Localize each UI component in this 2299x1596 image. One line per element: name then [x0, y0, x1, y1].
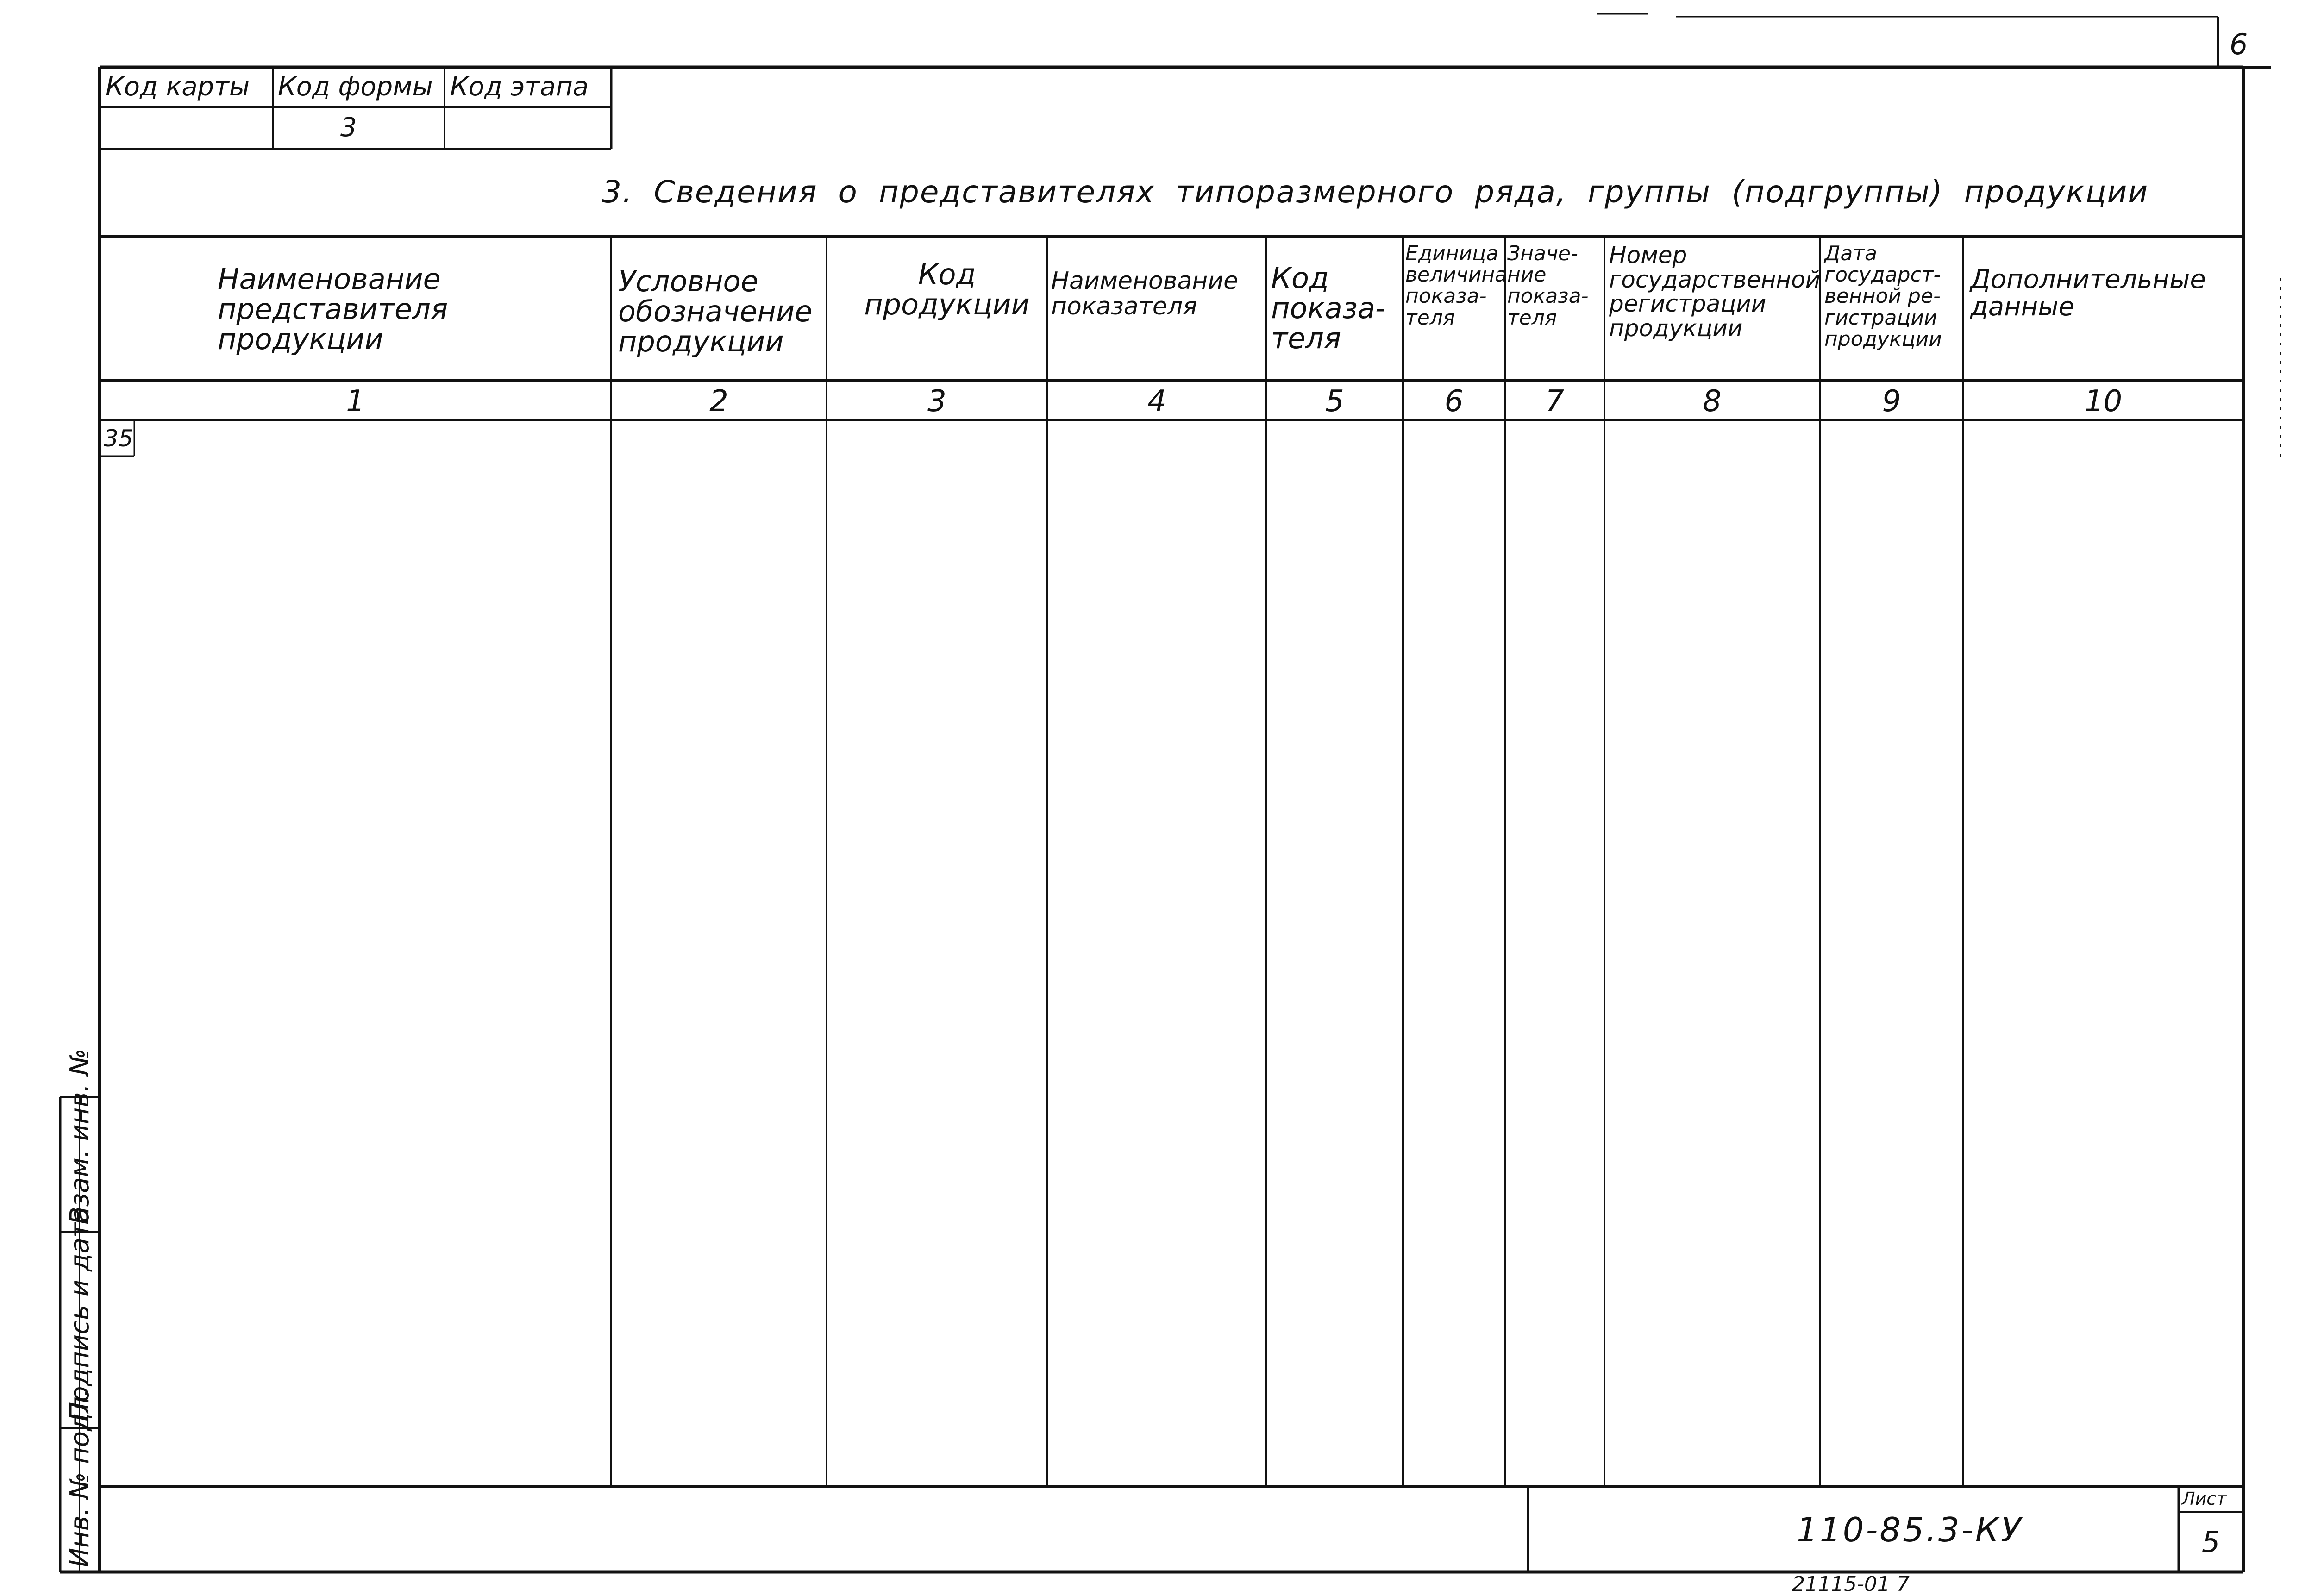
col-header-9: Дата государст-венной ре-гистрации продукции — [1824, 242, 1942, 351]
code-header-form: Код формы — [278, 72, 433, 102]
side-stamp-inventory: Инв. № подл. — [65, 1388, 95, 1567]
col-header-4: Наименование показателя — [1051, 267, 1239, 320]
col-number-8: 8 — [1703, 384, 1722, 419]
col-number-4: 4 — [1147, 384, 1166, 419]
col-header-6: Единица величина показа-теля — [1405, 242, 1508, 330]
col-number-9: 9 — [1882, 384, 1901, 419]
section-title: 3. Сведения о представителях типоразмерного ряда, группы (подгруппы) продукции — [602, 174, 2149, 210]
side-stamp-replacement: Взам. инв. № — [65, 1048, 95, 1225]
col-number-6: 6 — [1444, 384, 1464, 419]
col-number-1: 1 — [346, 384, 365, 419]
code-header-stage: Код этапа — [450, 72, 589, 102]
col-header-8: Номер государственной регистрации продукции — [1609, 242, 1821, 342]
code-value-form: 3 — [340, 113, 357, 143]
bottom-fragment: 21115-01 7 — [1792, 1572, 1910, 1596]
col-number-10: 10 — [2084, 384, 2123, 419]
row-marker: 35 — [104, 425, 133, 452]
col-header-1: Наименование представителя продукции — [218, 262, 448, 357]
sheet-number: 6 — [2230, 27, 2248, 61]
col-header-10: Дополнительные данные — [1970, 264, 2206, 322]
document-code: 110-85.3-КУ — [1797, 1510, 2023, 1549]
code-header-card: Код карты — [106, 72, 250, 102]
sheet-value: 5 — [2202, 1525, 2220, 1559]
col-header-5: Код показа-теля — [1271, 261, 1386, 356]
col-header-3: Код продукции — [864, 257, 1030, 322]
col-number-7: 7 — [1545, 384, 1564, 419]
sheet-label: Лист — [2182, 1489, 2227, 1509]
col-header-7: Значе-ние показа-теля — [1507, 242, 1589, 330]
col-number-2: 2 — [709, 384, 728, 419]
col-header-2: Условное обозначение продукции — [618, 264, 813, 359]
col-number-3: 3 — [927, 384, 946, 419]
side-stamp-signature: Подпись и дата — [65, 1207, 95, 1421]
col-number-5: 5 — [1325, 384, 1344, 419]
